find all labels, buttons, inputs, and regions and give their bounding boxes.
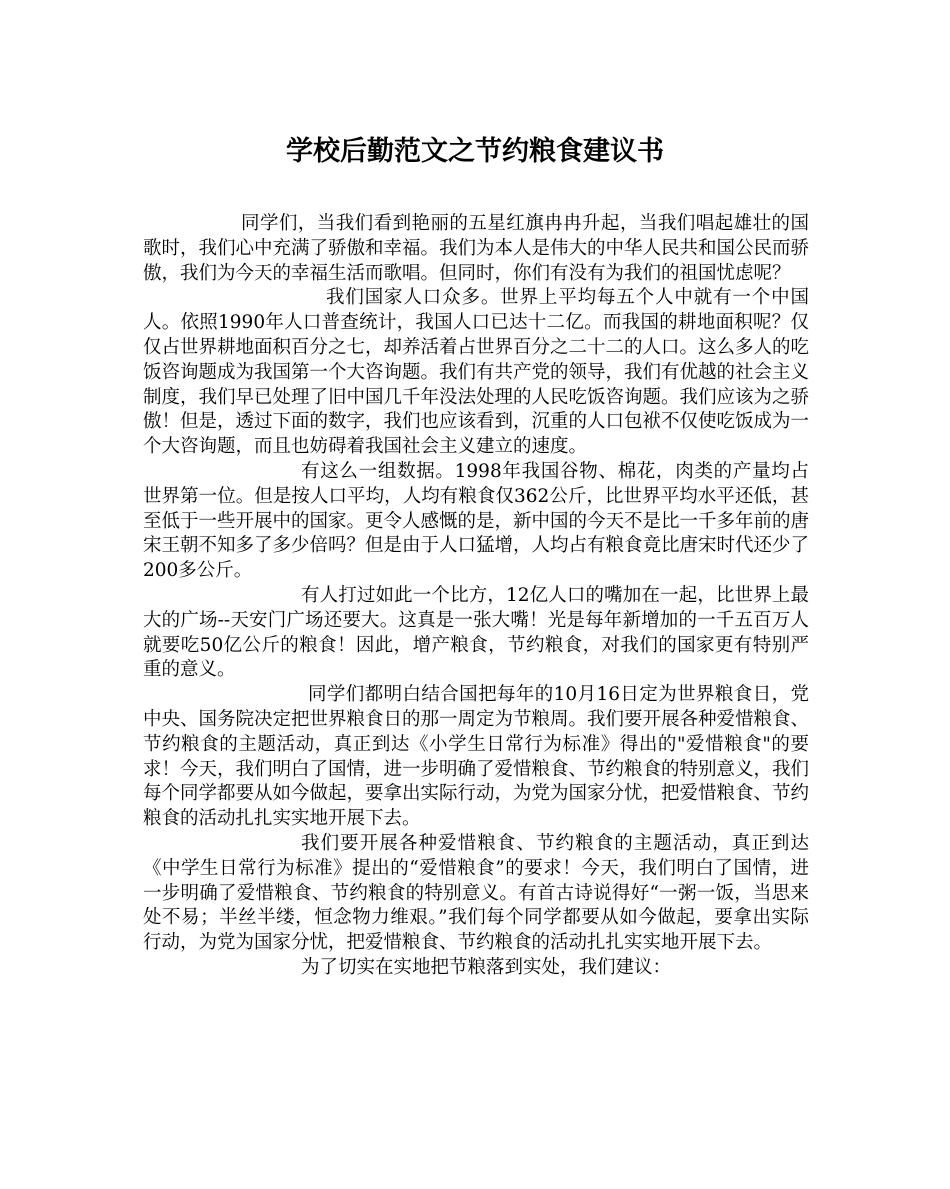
paragraph-intro: 同学们，当我们看到艳丽的五星红旗冉冉升起，当我们唱起雄壮的国歌时，我们心中充满了骄傲和幸福。我们为本人是伟大的中华人民共和国公民而骄傲，我们为今天的幸福生活而歌唱。但同时，你们有没有为我们的祖国忧虑呢？: [143, 213, 810, 284]
document-body: [143, 212, 809, 981]
paragraph-food-day: 同学们都明白结合国把每年的10月16日定为世界粮食日，党中央、国务院决定把世界粮食日的那一周定为节粮周。我们要开展各种爱惜粮食、节约粮食的主题活动，真正到达《小学生日常行为标准》得出的"爱惜粮食"的要求！今天，我们明白了国情，进一步明确了爱惜粮食、节约粮食的特别意义，我们每个同学都要从如今做起，要拿出实际行动，为党为国家分忧，把爱惜粮食、节约粮食的活动扎扎实实地开展下去。: [143, 684, 810, 830]
paragraph-analogy: 有人打过如此一个比方，12亿人口的嘴加在一起，比世界上最大的广场--天安门广场还要大。这真是一张大嘴！光是每年新增加的一千五百万人就要吃50亿公斤的粮食！因此，增产粮食，节约粮食，对我们的国家更有特别严重的意义。: [143, 584, 809, 681]
paragraph-proposal: 为了切实在实地把节粮落到实处，我们建议：: [301, 956, 672, 978]
paragraph-activities: 我们要开展各种爱惜粮食、节约粮食的主题活动，真正到达《中学生日常行为标准》提出的“爱惜粮食”的要求！今天，我们明白了国情，进一步明确了爱惜粮食、节约粮食的特别意义。有首古诗说得好“一粥一饭，当思来处不易；半丝半缕，恒念物力维艰。”我们每个同学都要从如今做起，要拿出实际行动，为党为国家分忧，把爱惜粮食、节约粮食的活动扎扎实实地开展下去。: [143, 832, 809, 954]
document-title: 学校后勤范文之节约粮食建议书: [286, 136, 664, 167]
paragraph-data: 有这么一组数据。1998年我国谷物、棉花，肉类的产量均占世界第一位。但是按人口平均，人均有粮食仅362公斤，比世界平均水平还低，甚至低于一些开展中的国家。更令人感慨的是，新中国的今天不是比一千多年前的唐宋王朝不知多了多少倍吗？但是由于人口猛增，人均占有粮食竟比唐宋时代还少了200多公斤。: [143, 460, 810, 582]
paragraph-population: 我们国家人口众多。世界上平均每五个人中就有一个中国人。依照1990年人口普查统计，我国人口已达十二亿。而我国的耕地面积呢？仅仅占世界耕地面积百分之七，却养活着占世界百分之二十二的人口。这么多人的吃饭咨询题成为我国第一个大咨询题。我们有共产党的领导，我们有优越的社会主义制度，我们早已处理了旧中国几千年没法处理的人民吃饭咨询题。我们应该为之骄傲！但是，透过下面的数字，我们也应该看到，沉重的人口包袱不仅使吃饭成为一个大咨询题，而且也妨碍着我国社会主义建立的速度。: [143, 287, 810, 458]
